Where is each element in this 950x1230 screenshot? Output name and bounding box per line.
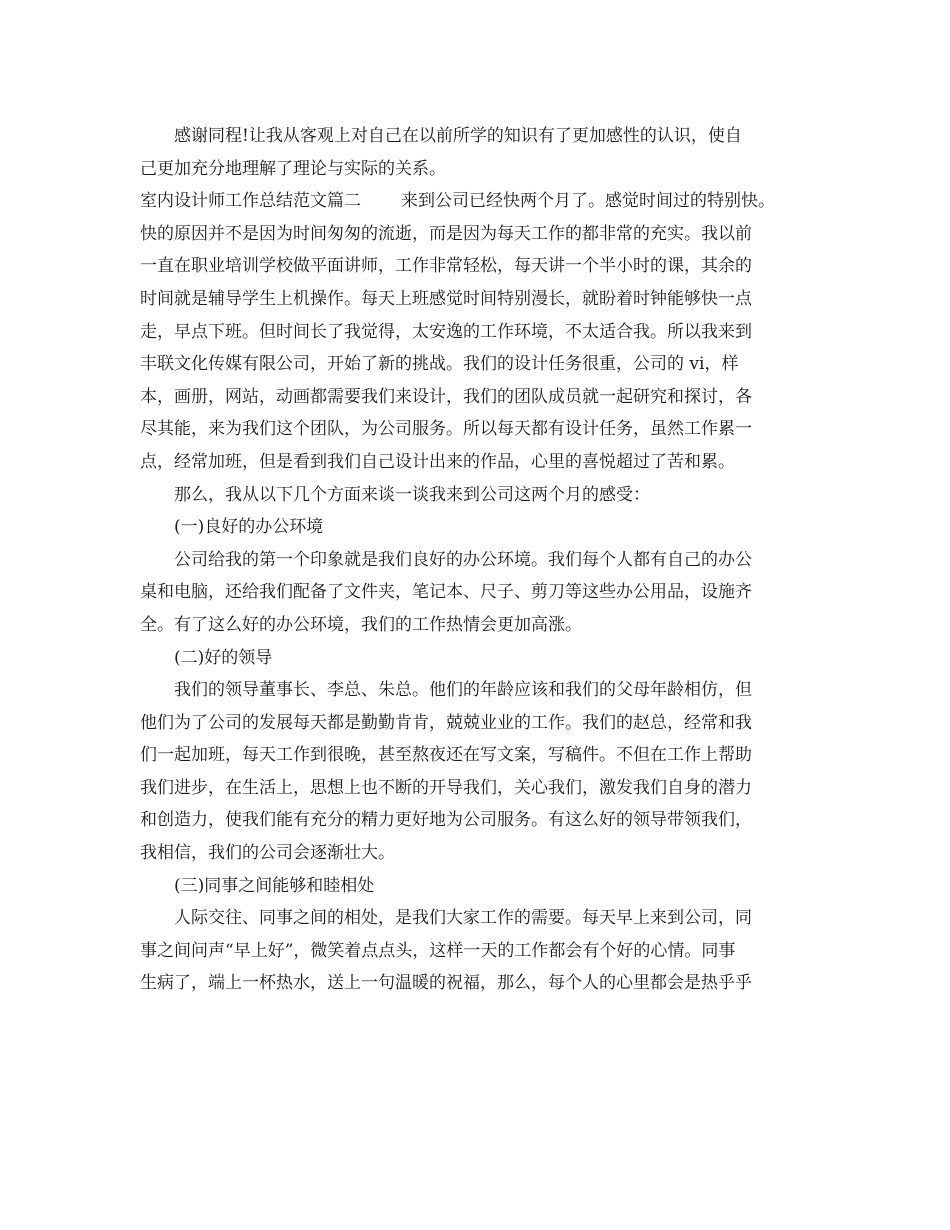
text-line: 点，经常加班，但是看到我们自己设计出来的作品，心里的喜悦超过了苦和累。: [140, 451, 735, 472]
text-line: 生病了，端上一杯热水，送上一句温暖的祝福，那么，每个人的心里都会是热乎乎: [140, 973, 752, 994]
text-line: 时间就是辅导学生上机操作。每天上班感觉时间特别漫长，就盼着时钟能够快一点: [140, 288, 752, 309]
text-line: 他们为了公司的发展每天都是勤勤肯肯，兢兢业业的工作。我们的赵总，经常和我: [140, 712, 752, 733]
text-line: 我相信，我们的公司会逐渐壮大。: [140, 843, 395, 864]
document-body: [140, 120, 830, 1000]
text-line: 全。有了这么好的办公环境，我们的工作热情会更加高涨。: [140, 614, 582, 635]
subsection-heading: (二)好的领导: [174, 647, 273, 668]
text-line: 我们的领导董事长、李总、朱总。他们的年龄应该和我们的父母年龄相仿，但: [174, 680, 752, 701]
text-line: 桌和电脑，还给我们配备了文件夹，笔记本、尺子、剪刀等这些办公用品，设施齐: [140, 582, 752, 603]
text-line: 们一起加班，每天工作到很晚，甚至熬夜还在写文案，写稿件。不但在工作上帮助: [140, 745, 752, 766]
text-line: 丰联文化传媒有限公司，开始了新的挑战。我们的设计任务很重，公司的 vi，样: [140, 354, 739, 375]
text-line: 和创造力，使我们能有充分的精力更好地为公司服务。有这么好的领导带领我们，: [140, 810, 752, 831]
text-line: 快的原因并不是因为时间匆匆的流逝，而是因为每天工作的都非常的充实。我以前: [140, 223, 752, 244]
subsection-heading: (一)良好的办公环境: [174, 517, 324, 538]
subsection-heading: (三)同事之间能够和睦相处: [174, 875, 375, 896]
text-line: 来到公司已经快两个月了。感觉时间过的特别快。: [401, 191, 775, 212]
text-line: 事之间问声“早上好”，微笑着点点头，这样一天的工作都会有个好的心情。同事: [140, 940, 736, 961]
text-line: 公司给我的第一个印象就是我们良好的办公环境。我们每个人都有自己的办公: [174, 549, 752, 570]
text-line: 己更加充分地理解了理论与实际的关系。: [140, 158, 446, 179]
text-line: 感谢同程!让我从客观上对自己在以前所学的知识有了更加感性的认识，使自: [174, 126, 742, 146]
text-line: 本，画册，网站，动画都需要我们来设计，我们的团队成员就一起研究和探讨，各: [140, 386, 752, 407]
text-line: 一直在职业培训学校做平面讲师，工作非常轻松，每天讲一个半小时的课，其余的: [140, 256, 752, 277]
text-line: 那么，我从以下几个方面来谈一谈我来到公司这两个月的感受：: [174, 484, 650, 505]
text-line: 尽其能，来为我们这个团队，为公司服务。所以每天都有设计任务，虽然工作累一: [140, 419, 752, 440]
section-heading: 室内设计师工作总结范文篇二: [140, 191, 361, 212]
text-line: 人际交往、同事之间的相处，是我们大家工作的需要。每天早上来到公司，同: [174, 908, 752, 929]
text-line: 走，早点下班。但时间长了我觉得，太安逸的工作环境，不太适合我。所以我来到: [140, 321, 752, 342]
text-line-with-heading: [140, 185, 830, 218]
text-line: 我们进步，在生活上，思想上也不断的开导我们，关心我们，激发我们自身的潜力: [140, 777, 752, 798]
